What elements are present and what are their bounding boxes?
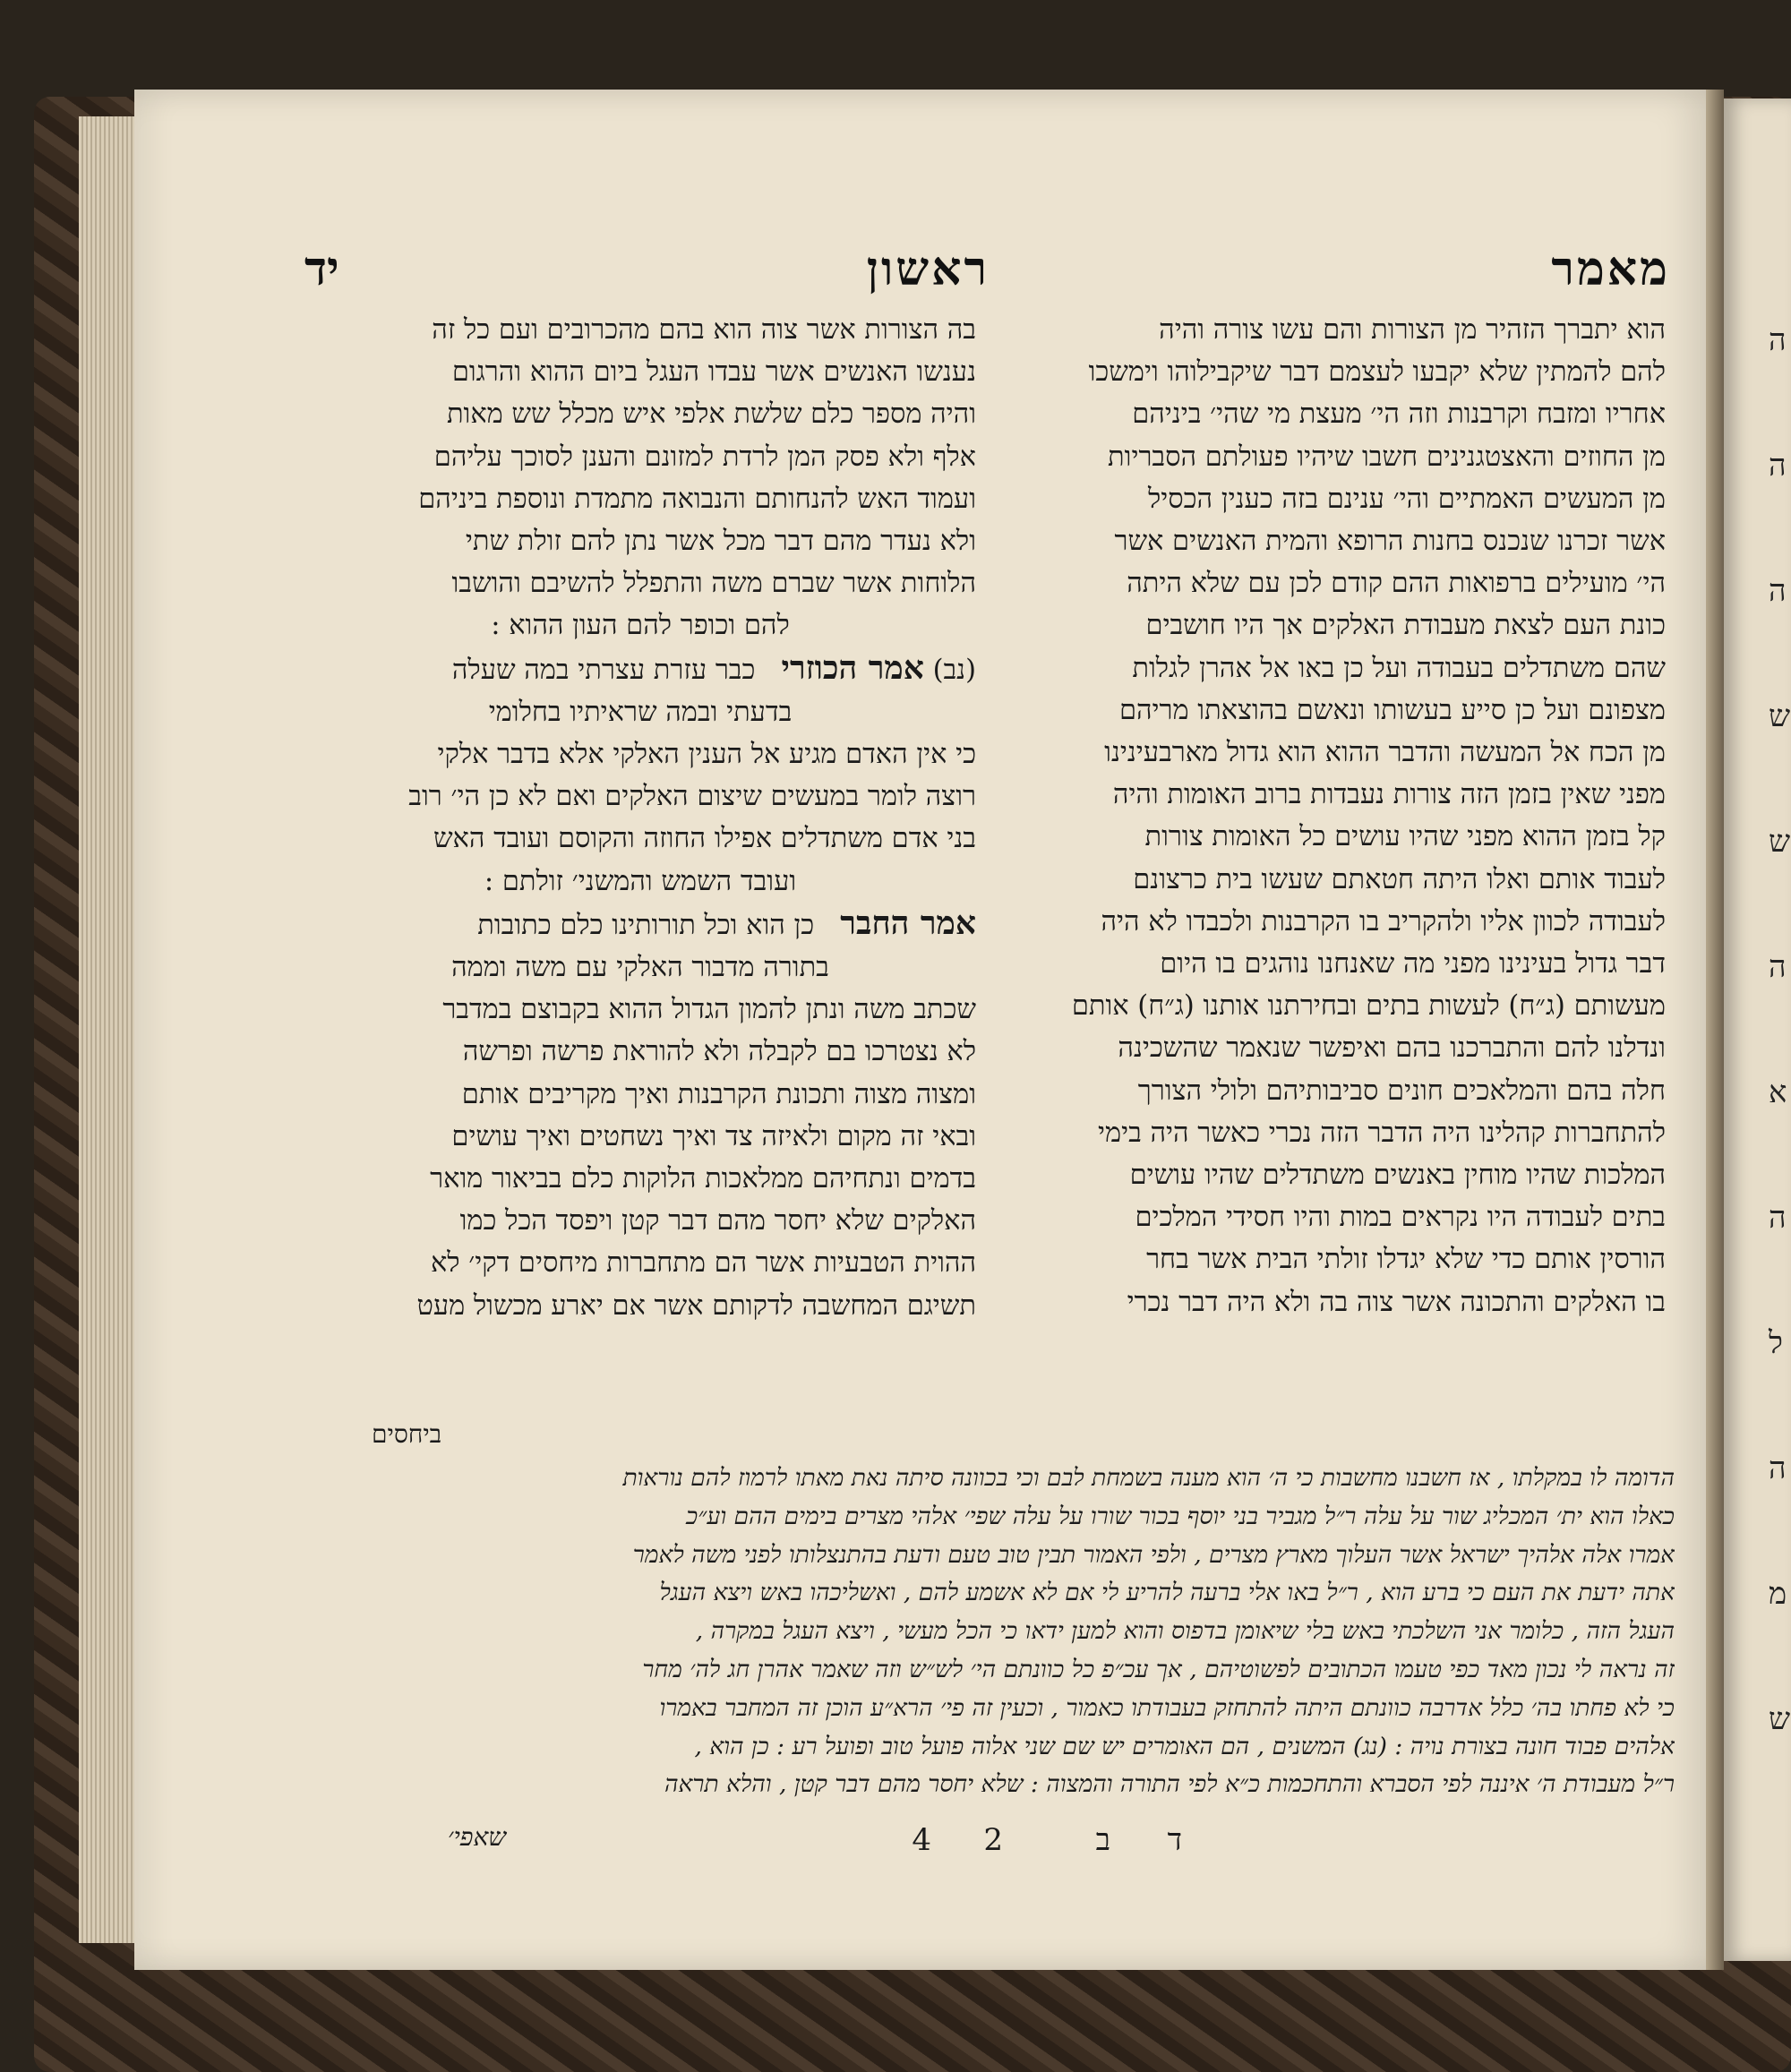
text-line: תשיגם המחשבה לדקותם אשר אם יארע מכשול מעט (416, 1289, 976, 1322)
text-line: רוצה לומר במעשים שיצום האלקים ואם לא כן הי׳ רוב (408, 781, 976, 813)
text-line: בתים לעבודה היו נקראים במות והיו חסידי המלכים (1135, 1202, 1666, 1234)
text-line: קל בזמן ההוא מפני שהיו עושים כל האומות צורות (1144, 821, 1666, 853)
text-line: ולא נעדר מהם דבר מכל אשר נתן להם זולת שתי (465, 526, 976, 558)
adjacent-page-fragment: ה (1769, 949, 1787, 985)
text-line: בני אדם משתדלים אפילו החוזה והקוסם ועובד האש (433, 823, 976, 855)
text-line: ועמוד האש להנחותם והנבואה מתמדת ונוספת ביניהם (418, 483, 976, 515)
catchword: שאפי׳ (448, 1822, 507, 1852)
text-line: אתה ידעת את העם כי ברע הוא , ר״ל באו אלי ברעה להריע לי אם לא אשמע להם , ואשליכהו באש ויצא העגל (659, 1579, 1675, 1607)
text-line: אמרו אלה אלהיך ישראל אשר העלוך מארץ מצרים , ולפי האמור תבין טוב טעם ודעת בהתנצלותו לפני משה לאמר (632, 1540, 1675, 1569)
text-line: כונת העם לצאת מעבודת האלקים אך היו חושבים (1145, 610, 1666, 642)
text-line: המלכות שהיו מוחין באנשים משתדלים שהיו עושים (1129, 1160, 1666, 1192)
running-title-1: מאמר (1551, 242, 1670, 296)
section-number: (נב) (932, 654, 976, 686)
catchword-column: ביחסים (372, 1419, 442, 1449)
text-line: נענשו האנשים אשר עבדו העגל ביום ההוא והרגום (451, 356, 976, 389)
text-line: ונדלנו להם והתברכנו בהם ואיפשר שנאמר שהשכינה (1118, 1032, 1666, 1065)
text-line: האלקים שלא יחסר מהם דבר קטן ויפסד הכל כמו (459, 1205, 976, 1237)
adjacent-page-fragment: ה (1769, 573, 1787, 609)
text-line: אלהים פבוד חונה בצורת נויה : (נג) המשנים , הם האומרים יש שם שני אלוה פועל טוב ופועל רע : כן הוא , (694, 1732, 1675, 1760)
text-line: להם להמתין שלא יקבעו לעצמם דבר שיקבילוהו וימשכו (1088, 356, 1666, 389)
text-line: מן המעשים האמתיים והי׳ ענינם בזה כענין הכסיל (1148, 483, 1666, 515)
text-line: ומצוה מצוה ותכונת הקרבנות ואיך מקריבים אותם (461, 1078, 976, 1110)
text-line: לא נצטרכו בם לקבלה ולא להוראת פרשה ופרשה (462, 1036, 976, 1068)
text-line: הי׳ מועילים ברפואות ההם קודם לכן עם שלא היתה (1127, 568, 1666, 600)
adjacent-page (1724, 98, 1791, 1961)
text-line: הדומה לו במקלתו , אז חשבנו מחשבות כי ה׳ הוא מענה בשמחת לבם וכי בכוונה סיתה נאת מאתו לרמוז להם נוראות (622, 1464, 1675, 1492)
left-column (304, 309, 976, 1327)
gutter (1706, 90, 1724, 1970)
adjacent-page-fragment: ה (1769, 1200, 1787, 1236)
text-line: כן הוא וכל תורותינו כלם כתובות (477, 909, 815, 941)
adjacent-page-fragment: ל (1769, 1325, 1783, 1361)
text-line: אחריו ומזבח וקרבנות וזה הי׳ מעצת מי שהי׳ ביניהם (1132, 398, 1666, 431)
text-line: כי אין האדם מגיע אל הענין האלקי אלא בדבר אלקי (437, 739, 976, 771)
text-line: בדמים ונתחיהם ממלאכות הלוקות כלם בביאור מואר (430, 1163, 976, 1195)
adjacent-page-fragment: ש (1769, 698, 1791, 734)
adjacent-page-fragment: ש (1769, 824, 1791, 860)
text-line: ר״ל מעבודת ה׳ איננה לפי הסברא והתחכמות כ״א לפי התורה והמצוה : שלא יחסר מהם דבר קטן , והלא תראה (664, 1770, 1675, 1799)
adjacent-page-fragment: א (1769, 1075, 1787, 1110)
text-line: הלוחות אשר שברם משה והתפלל להשיבם והושבו (451, 568, 976, 600)
text-line: מן החוזים והאצטגנינים חשבו שיהיו פעולתם הסבריות (1108, 441, 1666, 473)
text-line: כי לא פחתו בה׳ כלל אדרבה כוונתם היתה להתחזק בעבודתו כאמור , וכעין זה פי׳ הרא״ע הוכן זה המחבר באמרו (659, 1693, 1675, 1722)
signature-mark: ב (1095, 1822, 1110, 1858)
text-line: הוא יתברך הזהיר מן הצורות והם עשו צורה והיה (1159, 314, 1666, 346)
text-line: אלף ולא פסק המן לרדת למזונם והענן לסוכך עליהם (433, 441, 976, 473)
footnotes (300, 1460, 1675, 1804)
text-line: שכתב משה ונתן להמון הגדול ההוא בקבוצם במדבר (442, 994, 976, 1026)
page-number: יד (304, 242, 339, 296)
text-line: כאלו הוא ית׳ המכליג שור על עלה ר״ל מגביר בני יוסף בכור שורו על עלה שפי׳ אלהי מצרים בימים ההם וע״כ (686, 1502, 1675, 1530)
signature-mark: ד (1167, 1822, 1182, 1858)
text-line: ההוית הטבעיות אשר הם מתחברות מיחסים דקי׳ לא (430, 1247, 976, 1280)
text-line: ועובד השמש והמשני׳ זולתם : (484, 865, 797, 897)
text-line: לעבוד אותם ואלו היתה חטאתם שעשו בית כרצונם (1133, 863, 1666, 895)
signature-mark: 2 (983, 1822, 1003, 1858)
kuzari-line (304, 647, 976, 691)
signature-line (448, 1822, 1522, 1867)
adjacent-page-fragment: ה (1769, 448, 1787, 484)
running-header (304, 242, 1670, 295)
text-line: לעבודה לכוון אליו ולהקריב בו הקרבנות ולכבדו לא היה (1101, 905, 1666, 938)
text-line: העגל הזה , כלומר אני השלכתי באש בלי שיאומן בדפוס והוא למען ידאו כי הכל מעשי , ויצא העגל במקרה , (695, 1617, 1675, 1646)
text-line: בדעתי ובמה שראיתיו בחלומי (488, 696, 793, 728)
haver-line (304, 903, 976, 946)
text-line: בתורה מדבור האלקי עם משה וממה (451, 952, 829, 984)
text-line: מפני שאין בזמן הזה צורות נעבדות ברוב האומות והיה (1112, 779, 1666, 811)
text-line: והיה מספר כלם שלשת אלפי איש מכלל שש מאות (446, 398, 976, 431)
text-line: חלה בהם והמלאכים חונים סביבותיהם ולולי הצורך (1137, 1075, 1666, 1107)
text-line: מצפונם ועל כן סייע בעשותו ונאשם בהוצאתו מריהם (1118, 694, 1666, 726)
page-edge (79, 116, 141, 1943)
text-line: מעשותם (ג״ח) לעשות בתים ובחירתנו אותנו (ג״ח) אותם (1071, 990, 1666, 1023)
text-line: כבר עזרת עצרתי במה שעלה (451, 654, 756, 686)
text-line: מן הכח אל המעשה והדבר ההוא הוא גדול מארבעינינו (1104, 737, 1666, 769)
text-line: להתחברות קהלינו היה הדבר הזה נכרי כאשר היה בימי (1098, 1117, 1666, 1149)
adjacent-page-fragment: ש (1769, 1701, 1791, 1737)
text-line: בה הצורות אשר צוה הוא בהם מהכרובים ועם כל זה (432, 314, 976, 346)
text-line: זה נראה לי נכון מאד כפי טעמו הכתובים לפשוטיהם , אך עכ״פ כל כוונתם הי׳ לש״ש וזה שאמר אהרן חג לה׳ מחר (642, 1655, 1675, 1683)
text-line: דבר גדול בעינינו מפני מה שאנחנו נוהגים בו היום (1160, 948, 1666, 980)
running-title-2: ראשון (866, 242, 990, 296)
signature-mark: 4 (912, 1822, 931, 1858)
speaker-label-kuzari: אמר הכוזרי (781, 648, 924, 687)
right-column (994, 309, 1666, 1323)
text-line: ובאי זה מקום ולאיזה צד ואיך נשחטים ואיך עושים (451, 1120, 976, 1152)
adjacent-page-fragment: מ (1769, 1576, 1787, 1612)
speaker-label-haver: אמר החבר (840, 903, 976, 942)
adjacent-page-fragment: ה (1769, 322, 1787, 358)
text-line: בו האלקים והתכונה אשר צוה בה ולא היה דבר נכרי (1127, 1286, 1666, 1318)
text-line: אשר זכרנו שנכנס בחנות הרופא והמית האנשים אשר (1114, 526, 1666, 558)
text-line: להם וכופר להם העון ההוא : (491, 610, 790, 642)
adjacent-page-fragment: ה (1769, 1451, 1787, 1486)
text-line: שהם משתדלים בעבודה ועל כן באו אל אהרן לגלות (1132, 652, 1666, 684)
text-line: הורסין אותם כדי שלא יגדלו זולתי הבית אשר בחר (1146, 1244, 1666, 1276)
